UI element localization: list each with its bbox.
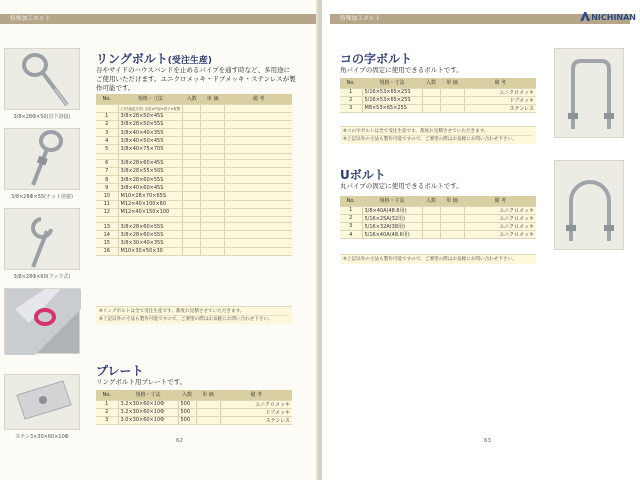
table-row: 1 3/8×28×50×45S	[96, 112, 292, 120]
table-subheader-row	[96, 104, 292, 112]
u-bolt-title: Uボルト	[340, 168, 386, 182]
table-row: 4 3/8×40×50×45S	[96, 137, 292, 145]
table-row: 2 3/8×28×50×55S	[96, 120, 292, 128]
note-line: ※上記以外の寸法も製作可能ですので、ご要望の際はお気軽にお問い合わせ下さい。	[343, 137, 517, 142]
ring-bolt-table	[96, 94, 292, 256]
table-row: 1 5/16×53×65×25S ユニクロメッキ	[340, 88, 536, 96]
photo-caption: 3/8×28Φ×50(首下溶接)	[13, 114, 71, 120]
table-row: 6 3/8×28×60×45S	[96, 159, 292, 167]
photo-ring-bolt-nut	[4, 128, 80, 190]
photo-caption: 3/8×28Φ×55(ナット溶接)	[11, 194, 73, 200]
photo-plate-block	[4, 374, 80, 440]
photo-caption: ステン3×30×60×10Φ	[15, 434, 69, 440]
table-row: 5 3/8×40×75×70S	[96, 145, 292, 153]
spec-subhead: (寸法表記方法) 全長×内径×首下×材質	[118, 104, 183, 112]
plate-title: プレート	[96, 364, 144, 378]
table-row: 13 3/8×28×60×55S	[96, 222, 292, 230]
table-row: 8 3/8×28×60×55S	[96, 176, 292, 184]
table-row: 3 3.0×30×60×10Φ 500 ステンレス	[96, 416, 292, 424]
col-qty: 入数	[183, 94, 201, 104]
brand-logo	[580, 12, 636, 22]
table-row: 1 3/8×40A(48.6用) ユニクロメッキ	[340, 206, 536, 214]
header-label-right: 特殊加工ボルト	[340, 16, 381, 22]
u-bolt-notes	[340, 254, 536, 264]
table-row: 16 M10×30×50×30	[96, 247, 292, 255]
photo-ring-bolt-2-block	[4, 128, 80, 200]
header-label-left: 特殊加工ボルト	[10, 16, 51, 22]
u-bolt-table	[340, 196, 536, 239]
table-header-row	[96, 94, 292, 104]
ring-bolt-notes	[96, 306, 292, 324]
note-line: ※コの字ボルトは全て受注生産です。都度お見積させていただきます。	[343, 128, 533, 136]
right-page	[322, 0, 640, 480]
ko-bolt-table	[340, 78, 536, 113]
table-header-row: No. 規格・寸法 入数 単 価 備 考	[96, 390, 292, 400]
table-row: 9 3/8×40×60×45S	[96, 184, 292, 192]
u-bolt-lead: 丸パイプの固定に使用できるボルトです。	[340, 182, 463, 190]
photo-plate	[4, 374, 80, 430]
table-row: 1 3.2×30×60×10Φ 500 ユニクロメッキ	[96, 400, 292, 408]
brand-logo-text: NICHINAN	[591, 13, 636, 22]
table-row: 3 5/16×32A(38用) ユニクロメッキ	[340, 222, 536, 230]
header-bar-left	[0, 14, 318, 24]
col-spec: 規格・寸法	[118, 94, 183, 104]
note-line: ※上記以外の寸法も製作可能ですので、ご要望の際はお気軽にお問い合わせ下さい。	[99, 317, 273, 322]
table-row: 2 5/16×53×65×25S ドブメッキ	[340, 96, 536, 104]
table-row: 11 M12×40×100×60	[96, 200, 292, 208]
page-number-left: 62	[176, 438, 183, 444]
table-row: 3 3/8×40×40×35S	[96, 129, 292, 137]
photo-ko-bolt	[554, 48, 624, 138]
left-page	[0, 0, 318, 480]
table-row: 10 M10×28×70×65S	[96, 192, 292, 200]
table-row: 2 5/16×25A(32用) ユニクロメッキ	[340, 214, 536, 222]
note-line: ※リングボルトは全て受注生産です。都度お見積させていただきます。	[99, 308, 289, 316]
plate-lead: リングボルト用プレートです。	[96, 378, 187, 386]
table-row: 7 3/8×28×55×50S	[96, 167, 292, 175]
table-row: 12 M12×40×150×100	[96, 208, 292, 216]
ring-bolt-title	[96, 50, 212, 67]
photo-installation-block	[4, 288, 80, 354]
col-price: 単 価	[201, 94, 225, 104]
photo-ring-bolt-welded	[4, 48, 80, 110]
table-header-row: No. 規格・寸法 入数 単 価 備 考	[340, 78, 536, 88]
table-row: 14 3/8×28×60×55S	[96, 231, 292, 239]
table-row: 3 M8×53×65×25S ステンレス	[340, 104, 536, 112]
page-number-right: 63	[484, 438, 491, 444]
table-row: 4 5/16×40A(48.6用) ユニクロメッキ	[340, 231, 536, 239]
note-line: ※上記以外の寸法も製作可能ですので、ご要望の際はお気軽にお問い合わせ下さい。	[343, 257, 517, 262]
table-row: 15 3/8×30×40×35S	[96, 239, 292, 247]
photo-u-bolt	[554, 160, 624, 250]
ring-bolt-title-sub: (受注生産)	[167, 56, 212, 66]
col-remarks: 備 考	[225, 94, 292, 104]
col-no: No.	[96, 94, 118, 104]
photo-ring-bolt-hook	[4, 208, 80, 270]
ring-bolt-lead: 谷やサイドのハウスバンドを止めるパイプを通す時など、多用途にご使用いただけます。ユニクロメッキ・ドブメッキ・ステンレスが製作可能です。	[96, 66, 296, 92]
brand-mark-icon	[580, 12, 590, 21]
table-header-row: No. 規格・寸法 入数 単 価 備 考	[340, 196, 536, 206]
photo-ring-bolt-3-block	[4, 208, 80, 280]
photo-ring-bolt-1-block	[4, 48, 80, 120]
ko-bolt-notes	[340, 126, 536, 144]
table-row: 2 3.2×30×60×10Φ 500 ドブメッキ	[96, 408, 292, 416]
ring-bolt-title-main: リングボルト	[96, 52, 168, 66]
ko-bolt-title: コの字ボルト	[340, 52, 413, 66]
ko-bolt-lead: 角パイプの固定に使用できるボルトです。	[340, 66, 463, 74]
photo-caption: 3/8×28Φ×60(フック式)	[13, 274, 71, 280]
plate-table	[96, 390, 292, 425]
photo-installation	[4, 288, 80, 354]
